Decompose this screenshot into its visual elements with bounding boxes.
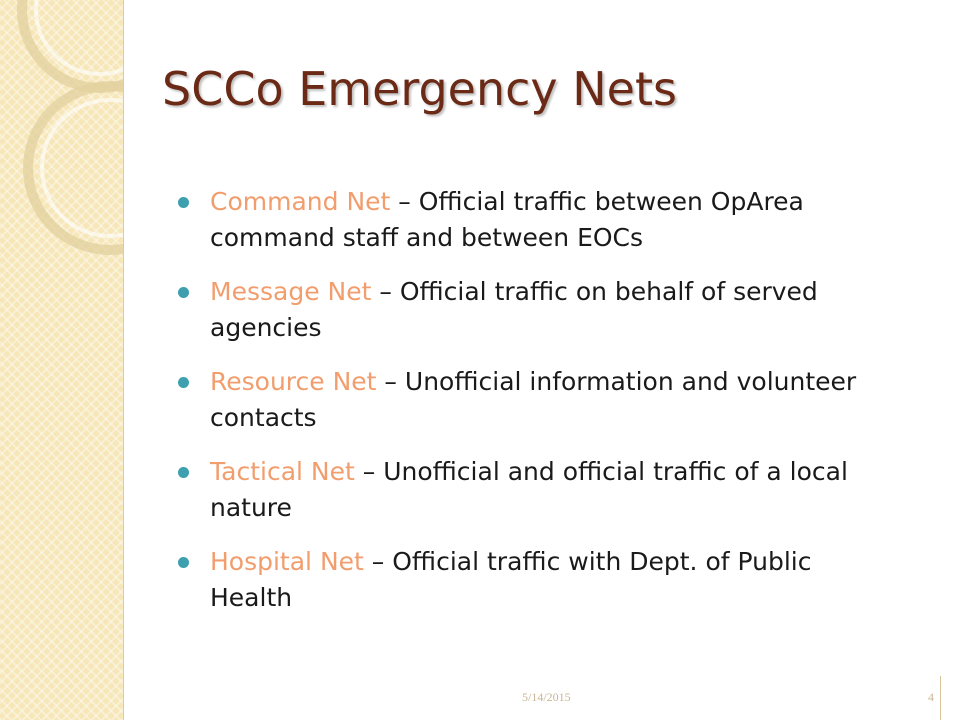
net-description: Official traffic with Dept. of Public Health bbox=[210, 547, 812, 612]
footer-date: 5/14/2015 bbox=[522, 690, 571, 704]
separator: – bbox=[376, 367, 405, 396]
footer-divider bbox=[940, 676, 941, 720]
bullet-dot-icon bbox=[178, 377, 189, 388]
slide-title: SCCo Emergency Nets bbox=[162, 62, 677, 116]
bullet-dot-icon bbox=[178, 467, 189, 478]
net-name: Hospital Net bbox=[210, 547, 364, 576]
separator: – bbox=[390, 187, 419, 216]
separator: – bbox=[371, 277, 400, 306]
bullet-item-message-net bbox=[178, 274, 868, 346]
net-name: Command Net bbox=[210, 187, 391, 216]
bullet-dot-icon bbox=[178, 197, 189, 208]
bullet-dot-icon bbox=[178, 287, 189, 298]
bullet-item-tactical-net bbox=[178, 454, 868, 526]
net-description: Official traffic on behalf of served agencies bbox=[210, 277, 818, 342]
bullet-item-command-net bbox=[178, 184, 868, 256]
bullet-item-resource-net bbox=[178, 364, 868, 436]
bullet-list bbox=[178, 184, 868, 634]
ring-ornament-icon bbox=[0, 0, 123, 300]
net-name: Tactical Net bbox=[210, 457, 355, 486]
net-description: Unofficial and official traffic of a local nature bbox=[210, 457, 848, 522]
net-name: Message Net bbox=[210, 277, 372, 306]
separator: – bbox=[354, 457, 384, 486]
decorative-side-band bbox=[0, 0, 124, 720]
separator: – bbox=[363, 547, 393, 576]
bullet-item-hospital-net bbox=[178, 544, 868, 616]
net-description: Unofficial information and volunteer contacts bbox=[210, 367, 857, 432]
bullet-dot-icon bbox=[178, 557, 189, 568]
page-number: 4 bbox=[928, 690, 934, 704]
net-description: Official traffic between OpArea command staff and between EOCs bbox=[210, 187, 804, 252]
net-name: Resource Net bbox=[210, 367, 377, 396]
